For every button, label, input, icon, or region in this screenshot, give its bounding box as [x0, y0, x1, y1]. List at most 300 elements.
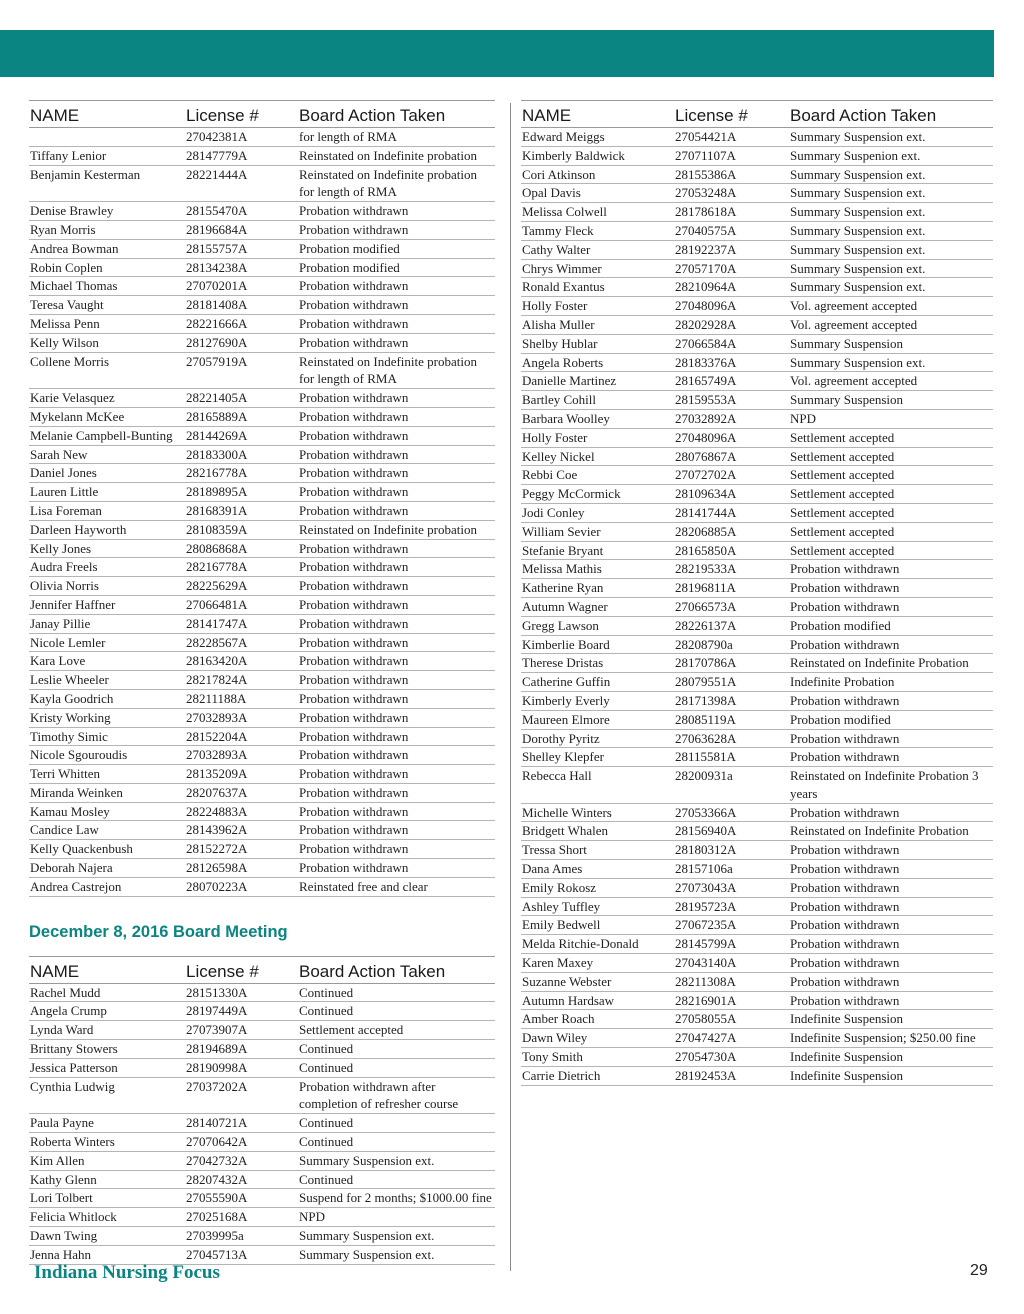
license-cell: 27037202A	[186, 1078, 248, 1094]
table-row	[29, 577, 495, 596]
table-row	[521, 692, 993, 711]
action-cell: Settlement accepted	[790, 504, 895, 520]
action-cell: Probation withdrawn	[299, 578, 409, 594]
license-cell: 27070642A	[186, 1134, 248, 1150]
license-cell: 28216778A	[186, 465, 248, 481]
table-row	[521, 1048, 993, 1067]
table-row	[29, 821, 495, 840]
license-cell: 27042381A	[186, 129, 248, 144]
table-row	[521, 916, 993, 935]
table-row	[29, 1040, 495, 1059]
license-cell: 28152272A	[186, 841, 248, 857]
action-cell: Probation withdrawn	[299, 653, 409, 669]
license-cell: 27025168A	[186, 1209, 248, 1225]
table-row	[29, 1152, 495, 1171]
table-row	[29, 690, 495, 709]
table-row	[29, 615, 495, 634]
action-cell: Probation modified	[790, 617, 891, 633]
license-cell: 27073043A	[675, 879, 737, 895]
table-row	[29, 1171, 495, 1190]
table-row	[521, 391, 993, 410]
table-row	[521, 372, 993, 391]
action-cell: Settlement accepted	[790, 467, 895, 483]
license-cell: 28194689A	[186, 1041, 248, 1057]
action-cell: Probation withdrawn	[299, 784, 409, 800]
table-row	[29, 389, 495, 408]
name-cell: Suzanne Webster	[522, 973, 612, 989]
table-row	[521, 730, 993, 749]
name-cell: Melissa Penn	[30, 315, 100, 331]
name-cell: Deborah Najera	[30, 860, 113, 876]
table-row	[29, 408, 495, 427]
table-header	[29, 100, 495, 128]
meeting-table-header	[29, 956, 495, 984]
action-cell: Probation withdrawn	[790, 917, 900, 933]
name-cell: Lisa Foreman	[30, 502, 102, 518]
license-cell: 28171398A	[675, 692, 737, 708]
name-cell: Kimberly Everly	[522, 692, 610, 708]
action-cell: Suspend for 2 months; $1000.00 fine	[299, 1190, 492, 1206]
table-row	[521, 448, 993, 467]
name-cell: Emily Bedwell	[522, 917, 601, 933]
name-cell	[29, 128, 186, 146]
name-cell: Melda Ritchie-Donald	[522, 936, 639, 952]
license-cell: 28085119A	[675, 711, 736, 727]
license-cell: 28195723A	[675, 898, 737, 914]
action-cell: Summary Suspension ext.	[790, 241, 926, 257]
name-cell: Carrie Dietrich	[522, 1067, 601, 1083]
license-cell: 28109634A	[675, 486, 737, 502]
name-cell: Kelly Jones	[30, 540, 92, 556]
table-row	[521, 954, 993, 973]
table-row	[29, 652, 495, 671]
name-cell: Kimberlie Board	[522, 636, 610, 652]
name-cell: Autumn Wagner	[522, 598, 608, 614]
name-cell: Rachel Mudd	[30, 984, 101, 1000]
name-cell: Angela Roberts	[522, 354, 604, 370]
name-cell: Kristy Working	[30, 709, 111, 725]
name-cell: Ronald Exantus	[522, 279, 605, 295]
license-cell: 27058055A	[675, 1011, 737, 1027]
action-cell: Probation withdrawn	[790, 879, 900, 895]
table-row	[29, 315, 495, 334]
name-cell: Kelly Wilson	[30, 334, 99, 350]
table-row	[521, 636, 993, 655]
name-cell: Holly Foster	[522, 298, 588, 314]
name-cell: Leslie Wheeler	[30, 672, 109, 688]
action-cell: Probation withdrawn	[299, 390, 409, 406]
action-cell: Probation withdrawn	[790, 730, 900, 746]
table-row	[29, 334, 495, 353]
name-cell: Brittany Stowers	[30, 1041, 118, 1057]
page-number: 29	[970, 1262, 988, 1279]
name-cell: Opal Davis	[522, 185, 581, 201]
license-cell: 27073907A	[186, 1022, 248, 1038]
action-cell: Probation withdrawn	[299, 822, 409, 838]
table-row	[29, 202, 495, 221]
meeting-section-title: December 8, 2016 Board Meeting	[29, 922, 288, 941]
name-cell: Ashley Tuffley	[522, 898, 601, 914]
table-row	[29, 1021, 495, 1040]
name-cell: Andrea Bowman	[30, 240, 119, 256]
action-cell: Probation withdrawn	[790, 861, 900, 877]
name-column-header: NAME	[30, 961, 80, 981]
table-row	[29, 147, 495, 166]
table-row	[521, 879, 993, 898]
table-row	[521, 278, 993, 297]
name-cell: Rebbi Coe	[522, 467, 578, 483]
publication-title: Indiana Nursing Focus	[34, 1262, 220, 1283]
table-row	[521, 560, 993, 579]
name-cell: Kelly Quackenbush	[30, 841, 133, 857]
action-cell: Probation withdrawn	[299, 408, 409, 424]
table-row	[521, 485, 993, 504]
table-row	[29, 166, 495, 203]
name-cell: Lynda Ward	[30, 1022, 94, 1038]
action-cell: Continued	[299, 1134, 354, 1150]
license-cell: 28170786A	[675, 655, 737, 671]
license-cell: 28211188A	[186, 690, 247, 706]
action-cell: Probation withdrawn	[299, 803, 409, 819]
name-cell: Nicole Sgouroudis	[30, 747, 128, 763]
action-cell: Probation withdrawn	[790, 936, 900, 952]
table-row	[521, 184, 993, 203]
license-cell: 28152204A	[186, 728, 248, 744]
license-cell: 28189895A	[186, 484, 248, 500]
license-cell: 28165889A	[186, 408, 248, 424]
action-cell: Probation withdrawn	[299, 766, 409, 782]
action-cell: Reinstated on Indefinite Probation	[790, 823, 969, 839]
name-cell: Kathy Glenn	[30, 1171, 97, 1187]
action-cell: for length of RMA	[299, 129, 397, 144]
license-cell: 28127690A	[186, 334, 248, 350]
table-row	[521, 598, 993, 617]
action-cell: Summary Suspension ext.	[790, 204, 926, 220]
table-row	[521, 147, 993, 166]
table-row	[521, 579, 993, 598]
header-color-bar	[0, 30, 994, 77]
license-cell: 28181408A	[186, 297, 248, 313]
table-row	[29, 765, 495, 784]
license-cell: 27040575A	[675, 222, 737, 238]
action-cell: Probation withdrawn	[299, 427, 409, 443]
name-cell: Felicia Whitlock	[30, 1209, 117, 1225]
name-cell: Jodi Conley	[522, 504, 585, 520]
name-cell: Benjamin Kesterman	[30, 166, 141, 182]
name-cell: Kelley Nickel	[522, 448, 595, 464]
license-cell: 28183300A	[186, 446, 248, 462]
table-row	[521, 822, 993, 841]
license-cell: 28207432A	[186, 1171, 248, 1187]
action-cell: Probation withdrawn	[299, 334, 409, 350]
action-cell: Probation withdrawn	[790, 804, 900, 820]
name-cell: Cori Atkinson	[522, 166, 596, 182]
license-cell: 28156940A	[675, 823, 737, 839]
license-cell: 28163420A	[186, 653, 248, 669]
license-cell: 28126598A	[186, 860, 248, 876]
name-cell: Therese Dristas	[522, 655, 604, 671]
action-cell: Settlement accepted	[299, 1022, 404, 1038]
name-cell: Maureen Elmore	[522, 711, 610, 727]
license-cell: 28143962A	[186, 822, 248, 838]
name-cell: Melissa Mathis	[522, 561, 602, 577]
name-cell: Teresa Vaught	[30, 297, 104, 313]
name-cell: Melissa Colwell	[522, 204, 607, 220]
table-row	[29, 259, 495, 278]
table-row	[29, 483, 495, 502]
name-cell: Alisha Muller	[522, 316, 595, 332]
action-cell: Probation withdrawn	[790, 749, 900, 765]
right-table-body	[521, 128, 993, 1086]
name-cell: Audra Freels	[30, 559, 98, 575]
license-cell: 28144269A	[186, 427, 248, 443]
action-cell: Probation withdrawn	[790, 955, 900, 971]
table-row	[521, 711, 993, 730]
license-cell: 28140721A	[186, 1115, 248, 1131]
action-cell: Probation withdrawn	[299, 315, 409, 331]
action-cell: Probation withdrawn	[299, 634, 409, 650]
table-row	[29, 353, 495, 390]
name-cell: Amber Roach	[522, 1011, 595, 1027]
license-cell: 28115581A	[675, 749, 736, 765]
license-cell: 28228567A	[186, 634, 248, 650]
license-cell: 27039995a	[186, 1228, 244, 1244]
name-cell: Dawn Twing	[30, 1228, 98, 1244]
table-row	[521, 860, 993, 879]
name-cell: William Sevier	[522, 523, 601, 539]
license-cell: 28147779A	[186, 147, 248, 163]
name-cell: Danielle Martinez	[522, 373, 617, 389]
license-cell: 28079551A	[675, 674, 737, 690]
table-row	[29, 746, 495, 765]
license-cell: 28192453A	[675, 1067, 737, 1083]
action-cell: Probation withdrawn after completion of refresher course	[299, 1078, 459, 1112]
name-cell: Michelle Winters	[522, 804, 612, 820]
license-cell: 28178618A	[675, 204, 737, 220]
action-cell: Reinstated on Indefinite probation for length of RMA	[299, 166, 477, 200]
license-cell: 28070223A	[186, 878, 248, 894]
table-row	[521, 166, 993, 185]
action-cell: Probation withdrawn	[299, 203, 409, 219]
name-cell: Cynthia Ludwig	[30, 1078, 115, 1094]
action-cell: Probation withdrawn	[299, 540, 409, 556]
name-cell: Michael Thomas	[30, 278, 118, 294]
left-table-body	[29, 128, 495, 897]
table-row	[29, 859, 495, 878]
table-row	[29, 296, 495, 315]
table-row	[521, 504, 993, 523]
license-cell: 27053248A	[675, 185, 737, 201]
license-cell: 27071107A	[675, 147, 736, 163]
name-cell: Nicole Lemler	[30, 634, 106, 650]
action-cell: Probation withdrawn	[299, 559, 409, 575]
action-cell: Probation withdrawn	[299, 709, 409, 725]
license-cell: 28165850A	[675, 542, 737, 558]
license-cell: 28086868A	[186, 540, 248, 556]
table-row	[521, 523, 993, 542]
action-cell: Indefinite Suspension	[790, 1011, 904, 1027]
action-cell: Probation withdrawn	[790, 561, 900, 577]
license-cell: 28155470A	[186, 203, 248, 219]
license-cell: 27054421A	[675, 129, 737, 144]
license-cell: 27066584A	[675, 335, 737, 351]
table-row	[29, 1227, 495, 1246]
table-row	[29, 128, 495, 147]
action-column-header: Board Action Taken	[299, 961, 446, 981]
table-row	[29, 878, 495, 897]
name-cell: Kamau Mosley	[30, 803, 110, 819]
license-cell: 28145799A	[675, 936, 737, 952]
name-cell: Paula Payne	[30, 1115, 94, 1131]
name-cell: Miranda Weinken	[30, 784, 123, 800]
table-row	[521, 203, 993, 222]
license-cell: 28196811A	[675, 580, 736, 596]
license-cell: 27055590A	[186, 1190, 248, 1206]
license-column-header: License #	[186, 961, 259, 981]
column-divider	[510, 103, 511, 1271]
name-cell: Kimberly Baldwick	[522, 147, 625, 163]
table-row	[521, 992, 993, 1011]
table-row	[29, 427, 495, 446]
table-row	[521, 410, 993, 429]
action-cell: Continued	[299, 1041, 354, 1057]
table-row	[29, 709, 495, 728]
action-cell: Vol. agreement accepted	[790, 373, 918, 389]
name-cell: Jenna Hahn	[30, 1246, 92, 1262]
action-cell: Reinstated on Indefinite probation	[299, 521, 477, 537]
license-cell: 28168391A	[186, 502, 248, 518]
table-row	[521, 241, 993, 260]
license-cell: 28108359A	[186, 521, 248, 537]
action-cell: Probation withdrawn	[299, 596, 409, 612]
action-cell: Continued	[299, 1115, 354, 1131]
name-cell: Karie Velasquez	[30, 390, 115, 406]
action-cell: Indefinite Suspension; $250.00 fine	[790, 1030, 976, 1046]
name-cell: Olivia Norris	[30, 578, 99, 594]
license-cell: 28196684A	[186, 221, 248, 237]
action-cell: Probation withdrawn	[790, 598, 900, 614]
action-cell: Probation withdrawn	[299, 728, 409, 744]
left-column	[29, 100, 495, 1265]
table-header	[521, 100, 993, 128]
license-cell: 28159553A	[675, 392, 737, 408]
name-cell: Daniel Jones	[30, 465, 97, 481]
name-column-header: NAME	[522, 106, 572, 125]
table-row	[29, 540, 495, 559]
action-cell: Probation withdrawn	[790, 580, 900, 596]
name-cell: Timothy Simic	[30, 728, 108, 744]
license-cell: 27067235A	[675, 917, 737, 933]
license-cell: 27032893A	[186, 747, 248, 763]
table-row	[29, 221, 495, 240]
license-cell: 27042732A	[186, 1152, 248, 1168]
name-cell: Jennifer Haffner	[30, 596, 116, 612]
action-cell: Probation withdrawn	[299, 221, 409, 237]
license-cell: 28151330A	[186, 984, 248, 1000]
table-row	[521, 654, 993, 673]
license-cell: 28200931a	[675, 768, 733, 784]
name-cell: Dorothy Pyritz	[522, 730, 600, 746]
action-cell: Probation withdrawn	[299, 297, 409, 313]
name-cell: Rebecca Hall	[522, 768, 592, 784]
name-cell: Andrea Castrejon	[30, 878, 122, 894]
table-row	[29, 634, 495, 653]
action-cell: Summary Suspension ext.	[790, 166, 926, 182]
action-cell: Continued	[299, 1059, 354, 1075]
name-cell: Candice Law	[30, 822, 99, 838]
table-row	[521, 617, 993, 636]
license-cell: 28208790a	[675, 636, 733, 652]
action-cell: Reinstated on Indefinite Probation 3 years	[790, 768, 979, 801]
name-cell: Peggy McCormick	[522, 486, 621, 502]
name-cell: Sarah New	[30, 446, 88, 462]
action-cell: Reinstated free and clear	[299, 878, 428, 894]
license-cell: 27054730A	[675, 1049, 737, 1065]
name-cell: Emily Rokosz	[522, 879, 597, 895]
license-cell: 28135209A	[186, 766, 248, 782]
action-cell: Probation modified	[790, 711, 891, 727]
action-cell: Indefinite Suspension	[790, 1049, 904, 1065]
action-cell: Probation withdrawn	[299, 446, 409, 462]
table-row	[29, 1189, 495, 1208]
action-cell: Probation modified	[299, 259, 400, 275]
license-cell: 28076867A	[675, 448, 737, 464]
license-cell: 28190998A	[186, 1059, 248, 1075]
license-cell: 27032892A	[675, 410, 737, 426]
action-cell: Summary Suspension	[790, 335, 904, 351]
license-cell: 28219533A	[675, 561, 737, 577]
action-cell: Probation withdrawn	[299, 484, 409, 500]
action-cell: NPD	[790, 410, 817, 426]
name-cell: Stefanie Bryant	[522, 542, 604, 558]
name-cell: Katherine Ryan	[522, 580, 604, 596]
name-cell: Collene Morris	[30, 353, 110, 369]
action-cell: Indefinite Suspension	[790, 1067, 904, 1083]
table-row	[29, 596, 495, 615]
name-cell: Denise Brawley	[30, 203, 114, 219]
action-cell: Probation withdrawn	[299, 672, 409, 688]
action-cell: Summary Suspension ext.	[790, 129, 926, 144]
license-cell: 27072702A	[675, 467, 737, 483]
table-row	[521, 935, 993, 954]
action-cell: Vol. agreement accepted	[790, 316, 918, 332]
license-column-header: License #	[675, 106, 748, 125]
license-cell: 27066481A	[186, 596, 248, 612]
license-cell: 27057919A	[186, 353, 248, 369]
license-cell: 28225629A	[186, 578, 248, 594]
name-cell: Kim Allen	[30, 1152, 85, 1168]
table-row	[29, 984, 495, 1003]
license-cell: 28197449A	[186, 1003, 248, 1019]
license-cell: 28141744A	[675, 504, 737, 520]
action-cell: Probation withdrawn	[299, 502, 409, 518]
table-row	[29, 277, 495, 296]
action-cell: Continued	[299, 1171, 354, 1187]
table-row	[29, 1002, 495, 1021]
action-cell: Vol. agreement accepted	[790, 298, 918, 314]
license-cell: 28210964A	[675, 279, 737, 295]
name-cell: Holly Foster	[522, 429, 588, 445]
action-cell: Settlement accepted	[790, 523, 895, 539]
action-cell: Probation withdrawn	[299, 465, 409, 481]
license-cell: 27045713A	[186, 1246, 248, 1262]
license-cell: 28157106a	[675, 861, 733, 877]
action-cell: Summary Suspension ext.	[790, 185, 926, 201]
action-cell: Summary Suspension ext.	[790, 354, 926, 370]
action-cell: Summary Suspension ext.	[299, 1152, 435, 1168]
table-row	[29, 784, 495, 803]
meeting-table-body	[29, 984, 495, 1265]
